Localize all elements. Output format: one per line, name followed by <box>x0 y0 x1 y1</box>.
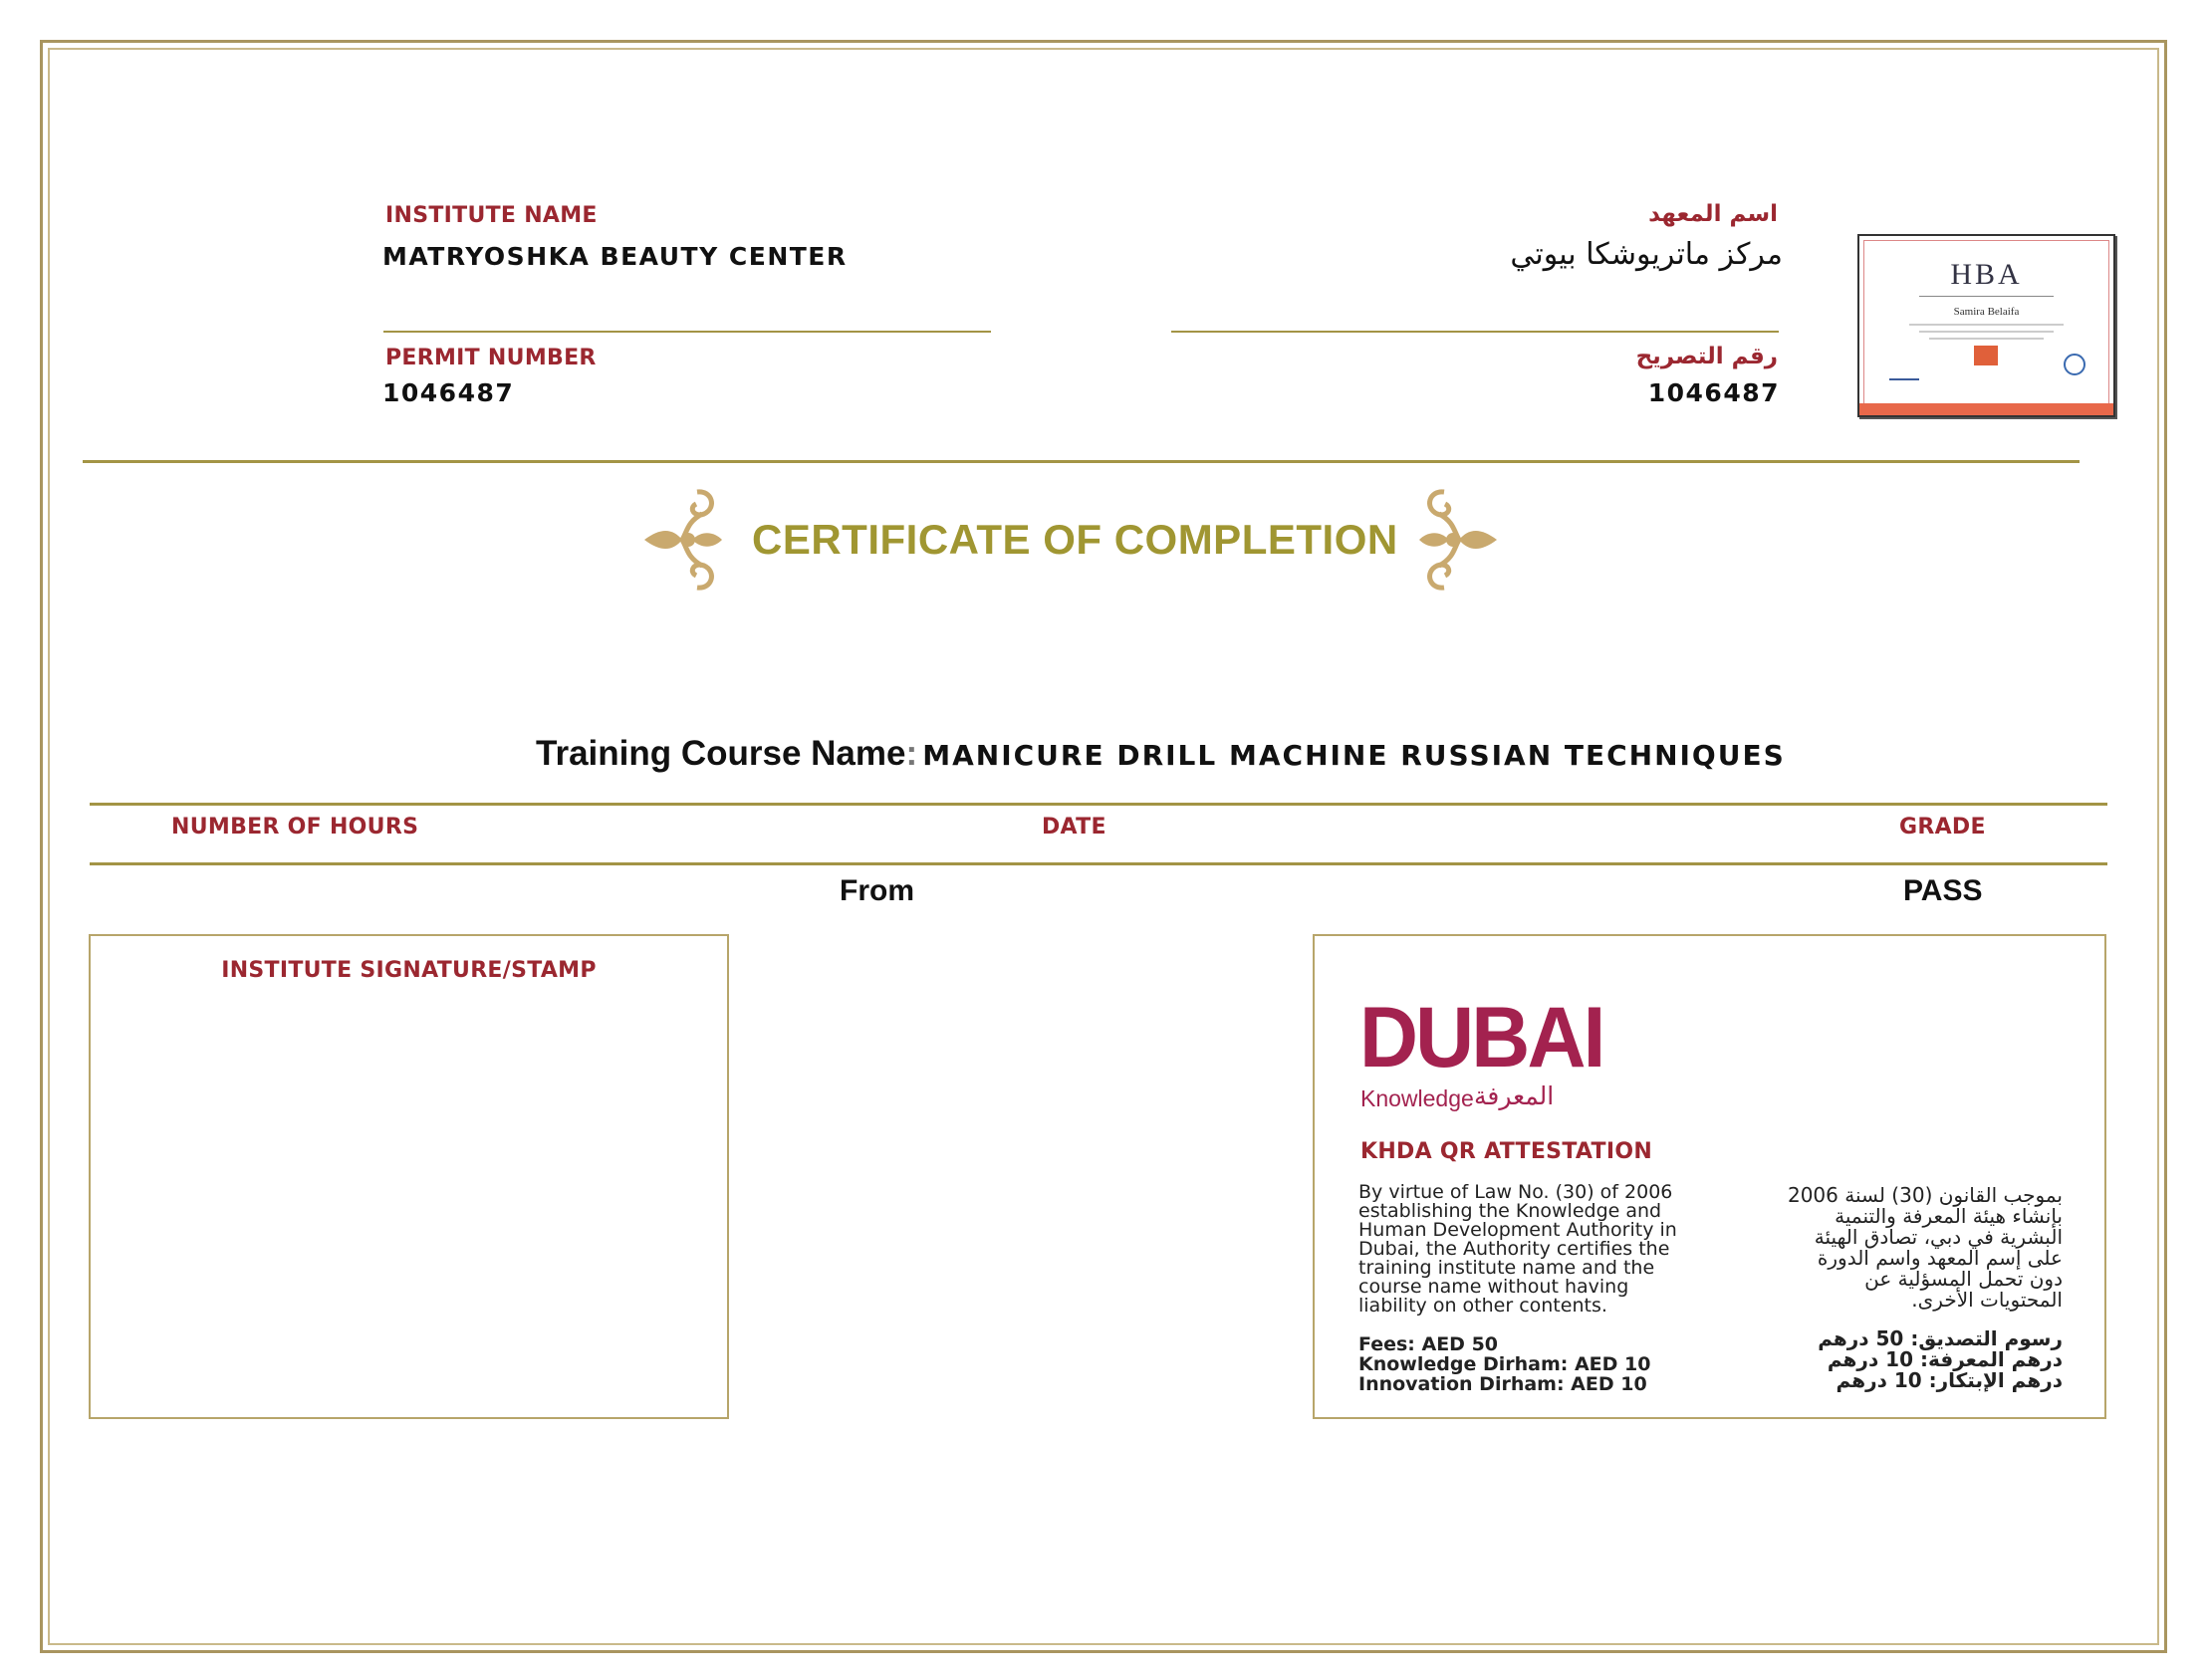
khda-ar-line: بإنشاء هيئة المعرفة والتنمية <box>1835 1204 2063 1228</box>
dubai-logo: DUBAI <box>1359 990 1603 1085</box>
permit-number-value: 1046487 <box>382 378 515 407</box>
grade-header: GRADE <box>1899 815 1986 840</box>
khda-ar-fee-line: درهم المعرفة: 10 درهم <box>1827 1347 2063 1371</box>
institute-name-value-ar: مركز ماتريوشكا بيوتي <box>1510 237 1783 272</box>
institute-name-underline-ar <box>1171 331 1779 333</box>
institute-name-label-ar: اسم المعهد <box>1648 201 1778 227</box>
khda-en-text <box>1358 1183 1717 1316</box>
table-top-line <box>90 803 2107 806</box>
khda-en-line: course name without having <box>1358 1276 1629 1298</box>
khda-ar-fee-line: رسوم التصديق: 50 درهم <box>1818 1326 2063 1350</box>
course-value: MANICURE DRILL MACHINE RUSSIAN TECHNIQUES <box>922 739 1786 772</box>
table-header-line <box>90 862 2107 865</box>
khda-en-line: By virtue of Law No. (30) of 2006 <box>1358 1181 1673 1203</box>
certificate-title: CERTIFICATE OF COMPLETION <box>752 516 1398 563</box>
khda-fee-line: Knowledge Dirham: AED 10 <box>1358 1353 1651 1375</box>
khda-en-line: Human Development Authority in <box>1358 1219 1677 1241</box>
khda-ar-line: دون تحمل المسؤلية عن <box>1864 1267 2063 1291</box>
khda-en-line: training institute name and the <box>1358 1257 1655 1279</box>
khda-fees <box>1358 1334 1717 1394</box>
khda-ar-line: على إسم المعهد واسم الدورة <box>1817 1246 2063 1270</box>
grade-value: PASS <box>1903 874 1983 907</box>
khda-box <box>1313 934 2106 1419</box>
signature-label: INSTITUTE SIGNATURE/STAMP <box>221 958 597 983</box>
institute-name-underline <box>383 331 991 333</box>
ornament-left-icon <box>642 480 732 600</box>
khda-heading: KHDA QR ATTESTATION <box>1360 1139 1653 1164</box>
permit-number-label: PERMIT NUMBER <box>385 346 597 370</box>
khda-ar-line: المحتويات الأخرى. <box>1911 1288 2063 1312</box>
khda-ar-fee-line: درهم الإبتكار: 10 درهم <box>1836 1368 2063 1392</box>
khda-en-line: liability on other contents. <box>1358 1295 1607 1317</box>
course-label: Training Course Name <box>536 734 906 773</box>
khda-ar-text <box>1734 1185 2063 1311</box>
institute-name-value: MATRYOSHKA BEAUTY CENTER <box>382 242 848 271</box>
khda-fee-line: Innovation Dirham: AED 10 <box>1358 1373 1647 1395</box>
date-header: DATE <box>1042 815 1106 840</box>
certificate-thumbnail <box>1857 234 2115 417</box>
dubai-logo-sub-en: Knowledge <box>1360 1085 1474 1111</box>
khda-en-line: Dubai, the Authority certifies the <box>1358 1238 1670 1260</box>
hours-header: NUMBER OF HOURS <box>171 815 419 840</box>
course-separator: : <box>905 734 918 773</box>
date-value: From <box>840 874 914 907</box>
khda-ar-line: بموجب القانون (30) لسنة 2006 <box>1787 1183 2063 1207</box>
ornament-right-icon <box>1409 480 1499 600</box>
dubai-logo-sub-ar: المعرفة <box>1474 1081 1555 1110</box>
permit-number-value-ar: 1046487 <box>1647 378 1780 407</box>
thumbnail-logo: HBA <box>1950 258 2023 291</box>
header-separator <box>83 460 2080 463</box>
signature-box <box>89 934 729 1419</box>
khda-ar-fees <box>1734 1328 2063 1391</box>
khda-en-line: establishing the Knowledge and <box>1358 1200 1662 1222</box>
institute-name-label: INSTITUTE NAME <box>385 203 598 228</box>
khda-ar-line: البشرية في دبي، تصادق الهيئة <box>1814 1225 2063 1249</box>
course-line <box>536 734 1786 774</box>
thumbnail-name: Samira Belaifa <box>1953 306 2020 318</box>
permit-number-label-ar: رقم التصريح <box>1635 344 1778 369</box>
khda-fee-line: Fees: AED 50 <box>1358 1333 1499 1355</box>
